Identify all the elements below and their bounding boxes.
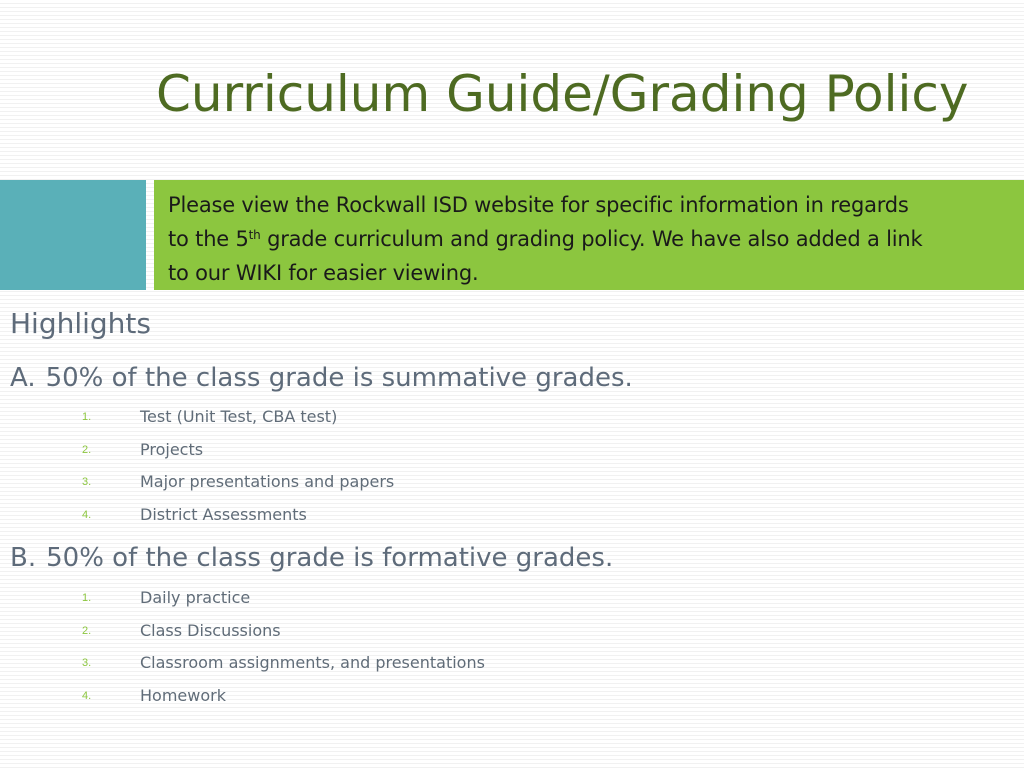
list-item-text: Projects xyxy=(140,439,204,459)
slide-title: Curriculum Guide/Grading Policy xyxy=(156,65,969,123)
list-item-number: 4. xyxy=(82,508,92,521)
list-item-number: 4. xyxy=(82,689,92,702)
info-banner xyxy=(154,180,1024,290)
list-item-number: 3. xyxy=(82,657,92,669)
section-b-letter: B. xyxy=(10,543,37,573)
section-a-text: 50% of the class grade is summative grades. xyxy=(45,363,633,393)
banner-text xyxy=(168,188,1014,290)
list-item-number: 1. xyxy=(82,411,92,423)
highlights-heading: Highlights xyxy=(10,307,151,340)
banner-line-1: Please view the Rockwall ISD website for specific information in regards xyxy=(168,193,909,217)
list-item-number: 1. xyxy=(82,592,92,604)
list-item-text: Homework xyxy=(140,685,226,705)
list-item-number: 3. xyxy=(82,476,92,488)
section-b-heading xyxy=(10,540,613,576)
list-item-text: Major presentations and papers xyxy=(140,472,395,491)
section-b-text: 50% of the class grade is formative grades. xyxy=(46,543,614,573)
section-a-heading xyxy=(10,360,633,396)
list-item-text: Test (Unit Test, CBA test) xyxy=(140,407,338,426)
section-a-letter: A. xyxy=(10,363,36,393)
list-item-text: District Assessments xyxy=(140,504,307,524)
banner-line-2-end: grade curriculum and grading policy. We have also added a link xyxy=(260,227,923,251)
accent-block xyxy=(0,180,146,290)
list-item-number: 2. xyxy=(82,443,92,456)
list-item-text: Daily practice xyxy=(140,588,251,607)
banner-line-3: to our WIKI for easier viewing. xyxy=(168,261,479,285)
list-item-number: 2. xyxy=(82,624,92,637)
banner-superscript: th xyxy=(248,228,261,242)
list-item-text: Class Discussions xyxy=(140,620,281,640)
banner-line-2-start: to the 5 xyxy=(168,227,249,251)
list-item-text: Classroom assignments, and presentations xyxy=(140,653,485,672)
